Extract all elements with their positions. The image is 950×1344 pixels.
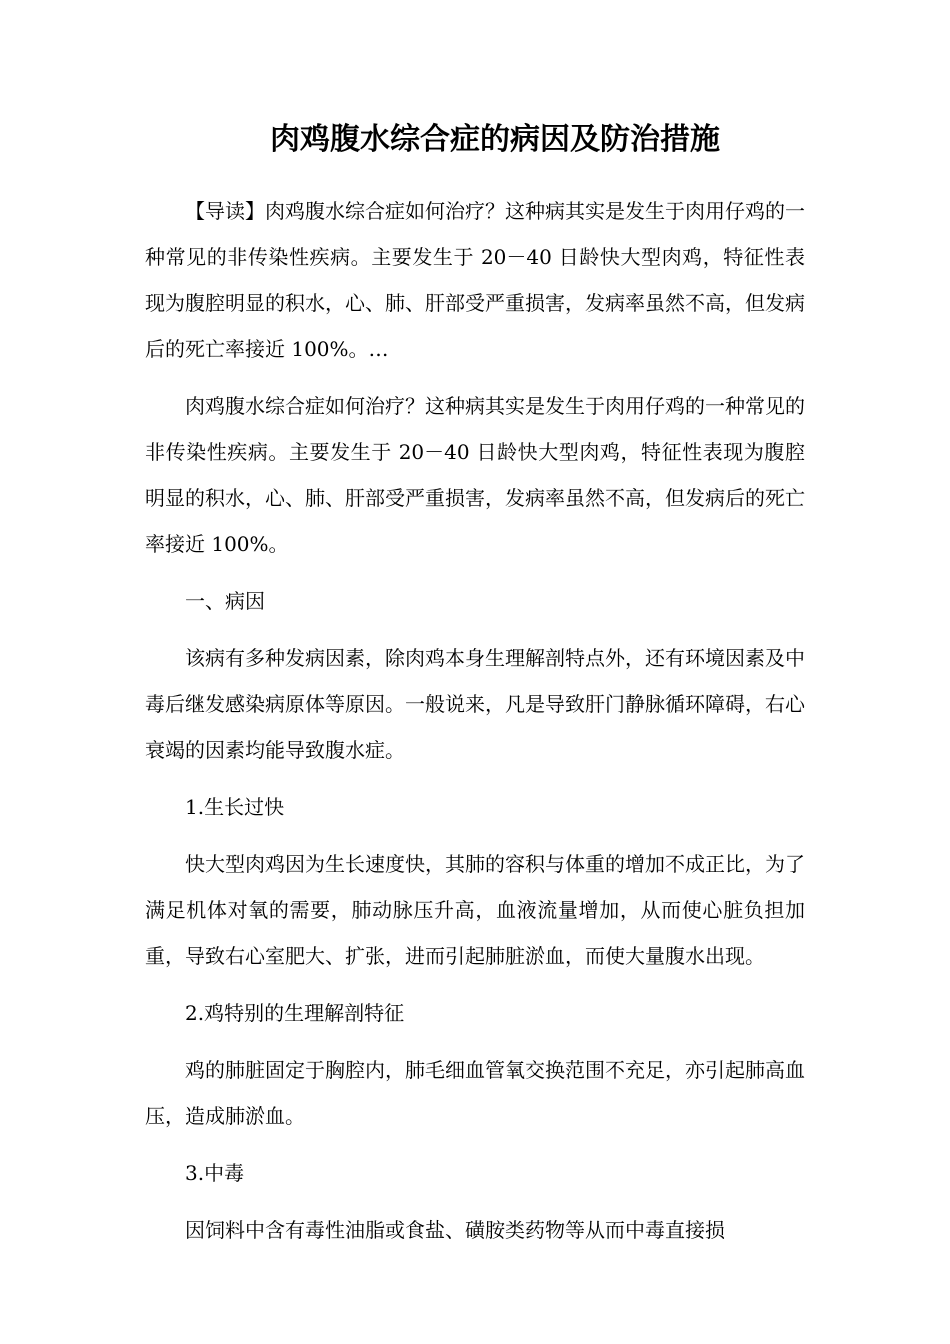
body-paragraph: 快大型肉鸡因为生长速度快，其肺的容积与体重的增加不成正比，为了满足机体对氧的需要，肺动脉压升高，血液流量增加，从而使心脏负担加重，导致右心室肥大、扩张，进而引起肺脏淤血，而使大量腹水出现。: [145, 852, 805, 968]
intro-paragraph: 【导读】肉鸡腹水综合症如何治疗？这种病其实是发生于肉用仔鸡的一种常见的非传染性疾病。主要发生于 20－40 日龄快大型肉鸡，特征性表现为腹腔明显的积水，心、肺、肝部受严重损害，发病率虽然不高，但发病后的死亡率接近 100%。…: [145, 199, 805, 361]
body-paragraph: 肉鸡腹水综合症如何治疗？这种病其实是发生于肉用仔鸡的一种常见的非传染性疾病。主要发生于 20－40 日龄快大型肉鸡，特征性表现为腹腔明显的积水，心、肺、肝部受严重损害，发病率虽然不高，但发病后的死亡率接近 100%。: [145, 394, 805, 556]
document-body: [145, 112, 805, 1264]
subheading-poisoning: 3.中毒: [185, 1161, 245, 1185]
body-paragraph: 因饲料中含有毒性油脂或食盐、磺胺类药物等从而中毒直接损: [185, 1218, 725, 1242]
body-paragraph: 鸡的肺脏固定于胸腔内，肺毛细血管氧交换范围不充足，亦引起肺高血压，造成肺淤血。: [145, 1058, 805, 1128]
body-paragraph: 该病有多种发病因素，除肉鸡本身生理解剖特点外，还有环境因素及中毒后继发感染病原体等原因。一般说来，凡是导致肝门静脉循环障碍，右心衰竭的因素均能导致腹水症。: [145, 646, 805, 762]
subheading-anatomy: 2.鸡特别的生理解剖特征: [185, 1001, 405, 1025]
document-title: 肉鸡腹水综合症的病因及防治措施: [270, 122, 720, 157]
section-heading-cause: 一、病因: [185, 589, 265, 613]
subheading-growth: 1.生长过快: [185, 795, 285, 819]
